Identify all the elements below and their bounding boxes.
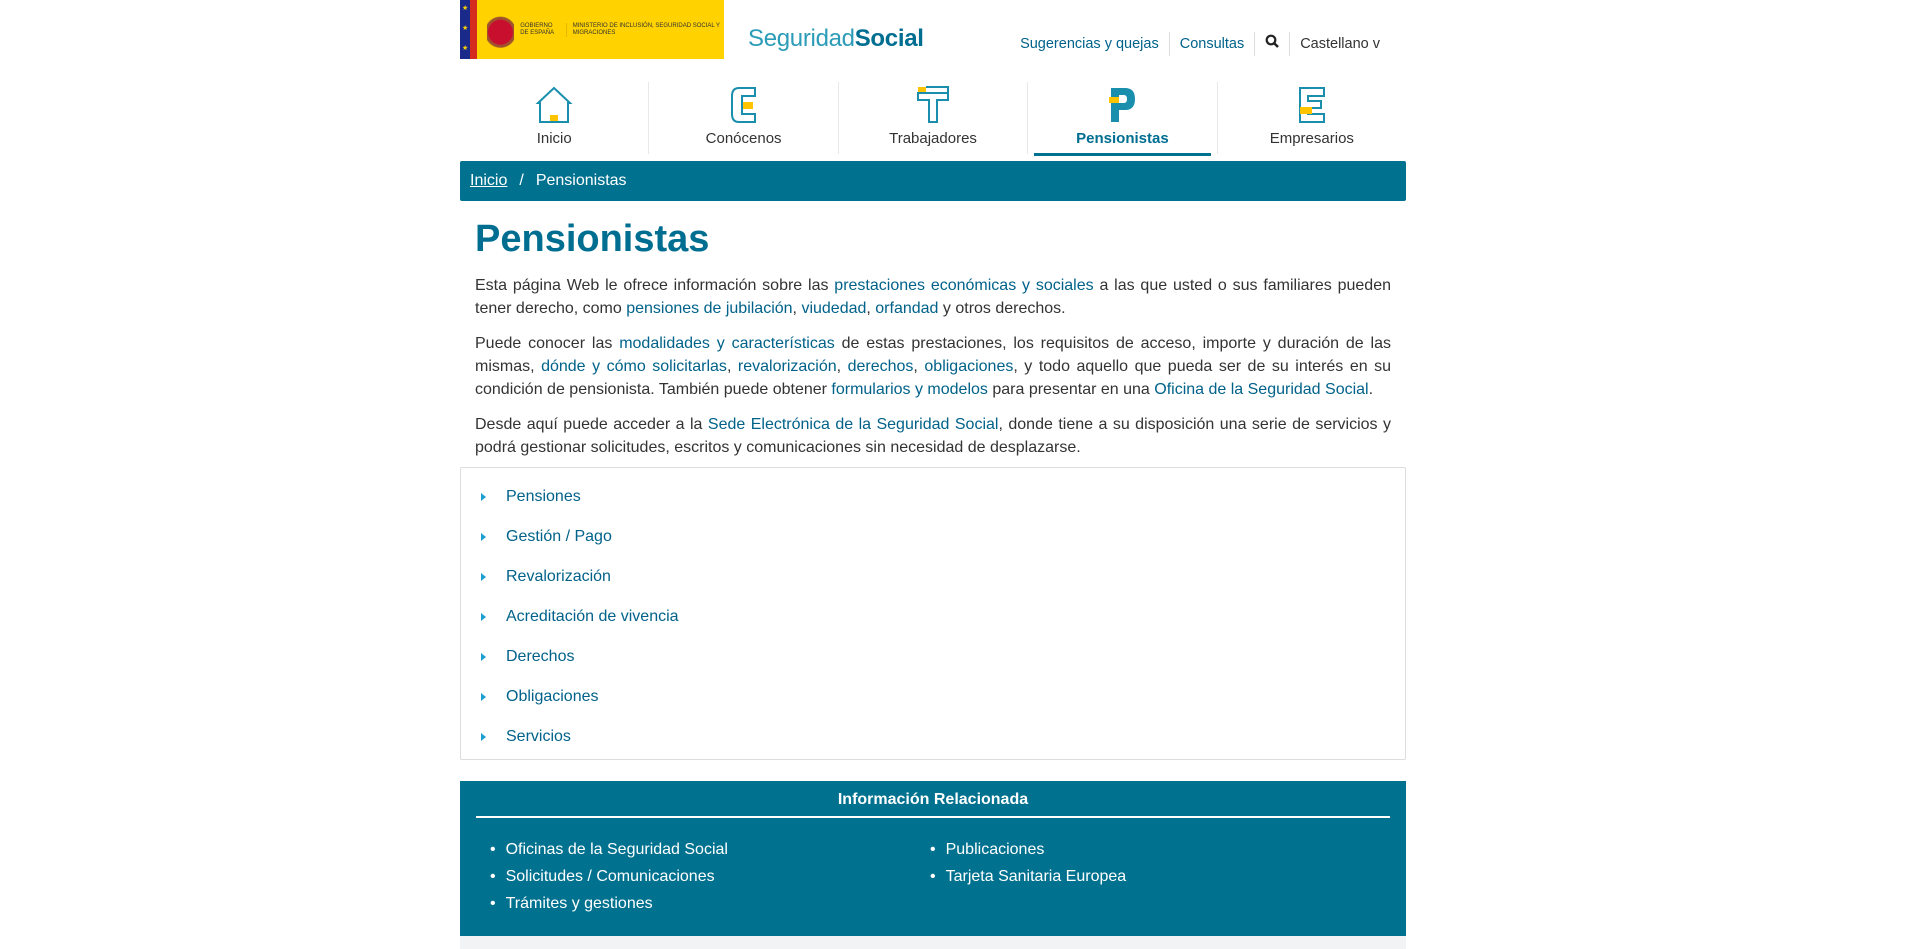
viudedad-link[interactable]: viudedad [801,300,867,317]
related-info-panel [460,781,1406,936]
caret-right-icon [481,573,486,581]
intro-paragraph [475,413,1391,459]
eu-flag-icon: ★ ★ ★ [460,0,477,59]
caret-right-icon [481,733,486,741]
nav-pensionistas[interactable] [1027,82,1216,154]
menu-link[interactable]: Pensiones [506,488,581,505]
related-link[interactable]: Oficinas de la Seguridad Social [505,841,728,858]
text: a las que usted o sus familiares pueden tener derecho, como [475,277,1391,317]
nav-label: Inicio [536,130,572,147]
sugerencias-link[interactable]: Sugerencias y quejas [1020,36,1159,52]
breadcrumb-separator: / [519,172,524,189]
brand-light: Seguridad [748,25,855,52]
modalidades-link[interactable]: modalidades y características [619,335,835,352]
text: , [792,300,802,317]
menu-link[interactable]: Gestión / Pago [506,528,612,545]
nav-trabajadores[interactable] [838,82,1027,154]
text: de estas prestaciones, los requisitos de acceso, importe y duración de las mismas, [475,335,1391,375]
text: y otros derechos. [938,300,1066,317]
coat-of-arms-icon [487,8,514,52]
related-list-col1 [476,836,916,917]
letter-t-icon [839,82,1027,124]
caret-right-icon [481,533,486,541]
revalorizacion-link[interactable]: revalorización [737,358,837,375]
text: , [913,358,925,375]
jubilacion-link[interactable]: pensiones de jubilación [626,300,793,317]
menu-link[interactable]: Revalorización [506,568,611,585]
orfandad-link[interactable]: orfandad [875,300,939,317]
ministerio-text: MINISTERIO DE INCLUSIÓN, SEGURIDAD SOCIAL Y MIGRACIONES [566,23,724,37]
nav-inicio[interactable] [460,82,648,154]
oficina-link[interactable]: Oficina de la Seguridad Social [1154,381,1369,398]
text: , y todo aquello que pueda ser de su interés en su condición de pensionista. También puede obtener [475,358,1392,398]
menu-item-obligaciones[interactable] [461,677,1405,717]
text: , [866,300,876,317]
prestaciones-link[interactable]: prestaciones económicas y sociales [834,277,1094,294]
menu-link[interactable]: Obligaciones [506,688,599,705]
gobierno-logo[interactable] [460,0,724,59]
intro-text [475,274,1391,471]
related-link[interactable]: Publicaciones [945,841,1045,858]
menu-link[interactable]: Servicios [506,728,571,745]
section-menu [460,467,1406,760]
menu-item-servicios[interactable] [461,717,1405,757]
text: , [726,358,738,375]
menu-item-acreditacion[interactable] [461,597,1405,637]
obligaciones-link[interactable]: obligaciones [924,358,1014,375]
nav-empresarios[interactable] [1217,82,1406,154]
text: para presentar en una [987,381,1155,398]
caret-right-icon [481,693,486,701]
gobierno-text: GOBIERNO DE ESPAÑA [520,22,555,36]
caret-right-icon [481,653,486,661]
brand-bold: Social [854,25,924,52]
nav-conocenos[interactable] [648,82,837,154]
house-icon [460,82,648,124]
intro-paragraph [475,274,1391,320]
text: , [836,358,848,375]
letter-e-icon [1218,82,1406,124]
consultas-link[interactable]: Consultas [1169,32,1254,56]
related-item [930,836,1356,863]
menu-item-gestion-pago[interactable] [461,517,1405,557]
text: Desde aquí puede acceder a la [475,416,708,433]
intro-paragraph [475,332,1391,401]
letter-c-icon [649,82,837,124]
nav-label: Conócenos [705,130,782,147]
page-title: Pensionistas [475,218,710,260]
top-links [1010,32,1390,56]
sede-electronica-link[interactable]: Sede Electrónica de la Seguridad Social [707,416,999,433]
language-selector[interactable]: Castellano v [1289,32,1390,56]
footer-area [460,936,1406,949]
related-item [490,863,916,890]
search-icon[interactable] [1254,32,1289,56]
caret-right-icon [481,493,486,501]
menu-item-pensiones[interactable] [461,477,1405,517]
menu-item-derechos[interactable] [461,637,1405,677]
derechos-link[interactable]: derechos [847,358,914,375]
menu-item-revalorizacion[interactable] [461,557,1405,597]
related-item [930,863,1356,890]
seguridad-social-logo[interactable] [748,25,924,53]
related-item [490,836,916,863]
text: Esta página Web le ofrece información sobre las [475,277,835,294]
nav-label: Pensionistas [1076,130,1169,147]
solicitar-link[interactable]: dónde y cómo solicitarlas [541,358,727,375]
menu-link[interactable]: Derechos [506,648,575,665]
related-link[interactable]: Solicitudes / Comunicaciones [505,868,715,885]
breadcrumb-home-link[interactable]: Inicio [470,172,508,189]
related-link[interactable]: Tarjeta Sanitaria Europea [945,868,1127,885]
caret-right-icon [481,613,486,621]
formularios-link[interactable]: formularios y modelos [831,381,988,398]
related-item [490,890,916,917]
main-nav [460,82,1406,154]
breadcrumb [460,161,1406,201]
letter-p-icon [1028,82,1216,124]
breadcrumb-current: Pensionistas [535,172,627,189]
related-info-title: Información Relacionada [476,781,1390,818]
menu-link[interactable]: Acreditación de vivencia [506,608,679,625]
text: . [1368,381,1374,398]
text: Puede conocer las [475,335,620,352]
text: , donde tiene a su disposición una serie de servicios y podrá gestionar solicitudes, escritos y comunicaciones sin necesidad de desplazarse. [475,416,1392,456]
related-link[interactable]: Trámites y gestiones [505,895,653,912]
nav-label: Empresarios [1269,130,1354,147]
related-list-col2 [916,836,1356,917]
nav-label: Trabajadores [889,130,977,147]
